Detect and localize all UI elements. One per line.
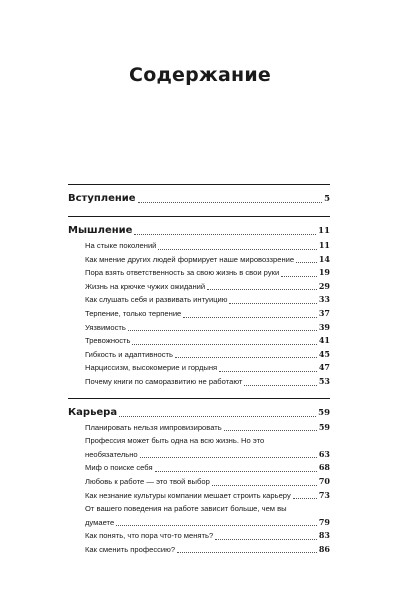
toc-item-page: 70: [318, 475, 330, 486]
dot-leader: [116, 525, 317, 526]
toc-item[interactable]: [68, 321, 330, 335]
toc-heading-page: 59: [318, 407, 330, 418]
toc-item[interactable]: [68, 543, 330, 557]
dot-leader: [224, 430, 317, 431]
toc-item-page: 39: [318, 321, 330, 332]
toc-item-title: Нарциссизм, высокомерие и гордыня: [85, 363, 218, 373]
toc-item-page: 53: [318, 375, 330, 386]
toc-item[interactable]: [68, 280, 330, 294]
toc-item-title: Уязвимость: [85, 322, 126, 332]
toc-item-title: Жизнь на крючке чужих ожиданий: [85, 281, 206, 291]
toc-item-title: Как незнание культуры компании мешает строить карьеру: [85, 490, 291, 500]
toc-item-title-cont: думаете: [85, 517, 115, 527]
toc-heading-page: 5: [324, 194, 330, 204]
toc-item[interactable]: [68, 293, 330, 307]
toc-item-line[interactable]: [68, 434, 330, 448]
toc-item-page: 19: [318, 267, 330, 278]
toc-section-career: [68, 398, 330, 557]
toc-heading-title: Мышление: [68, 225, 133, 236]
toc-heading-title: Карьера: [68, 406, 118, 418]
toc-item-title: Терпение, только терпение: [85, 308, 182, 318]
dot-leader: [175, 357, 317, 358]
dot-leader: [244, 385, 317, 386]
dot-leader: [134, 234, 316, 235]
toc-item-continuation[interactable]: [68, 516, 330, 530]
dot-leader: [177, 552, 317, 553]
toc-item-title: Любовь к работе — это твой выбор: [85, 476, 210, 486]
page-title: Содержание: [129, 64, 271, 86]
dot-leader: [296, 262, 317, 263]
toc-item[interactable]: [68, 489, 330, 503]
toc-item-title-cont: необязательно: [85, 449, 138, 459]
toc-item[interactable]: [68, 253, 330, 267]
toc-item-title: Как сменить профессию?: [85, 544, 176, 554]
toc-item[interactable]: [68, 334, 330, 348]
toc-item-page: 37: [318, 307, 330, 318]
toc-heading-title: Вступление: [68, 193, 136, 204]
dot-leader: [207, 289, 317, 290]
toc-item[interactable]: [68, 307, 330, 321]
toc-item[interactable]: [68, 529, 330, 543]
toc-item[interactable]: [68, 421, 330, 435]
toc-item-page: 33: [318, 294, 330, 305]
toc-item-title: Почему книги по саморазвитию не работают: [85, 376, 243, 386]
toc-item-title: Пора взять ответственность за свою жизнь в свои руки: [85, 268, 280, 278]
dot-leader: [183, 317, 317, 318]
toc-item[interactable]: [68, 475, 330, 489]
toc-heading[interactable]: [68, 191, 330, 207]
toc-item-page: 47: [318, 362, 330, 373]
dot-leader: [158, 249, 316, 250]
dot-leader: [140, 457, 317, 458]
toc-item[interactable]: [68, 239, 330, 253]
toc-item-page: 83: [318, 530, 330, 541]
toc-item-page: 11: [318, 240, 330, 250]
toc-item-page: 29: [318, 280, 330, 291]
dot-leader: [293, 498, 317, 499]
dot-leader: [138, 202, 323, 203]
toc-item-title: Как мнение других людей формирует наше мировоззрение: [85, 254, 295, 264]
toc-item[interactable]: [68, 348, 330, 362]
toc-item[interactable]: [68, 461, 330, 475]
toc-item[interactable]: [68, 266, 330, 280]
toc-item-page: 79: [318, 516, 330, 527]
toc-item-title: От вашего поведения на работе зависит больше, чем вы: [85, 504, 287, 514]
toc-item-title: Планировать нельзя импровизировать: [85, 422, 222, 432]
toc-item-page: 45: [318, 348, 330, 359]
toc-item-page: 41: [318, 335, 330, 346]
dot-leader: [155, 471, 317, 472]
toc-section-thinking: [68, 216, 330, 389]
toc-heading[interactable]: [68, 223, 330, 239]
table-of-contents: [68, 184, 330, 565]
dot-leader: [132, 344, 316, 345]
dot-leader: [219, 371, 317, 372]
toc-heading-page: 11: [318, 226, 330, 236]
toc-item-page: 59: [318, 421, 330, 432]
dot-leader: [119, 416, 316, 417]
toc-item-line[interactable]: [68, 502, 330, 516]
toc-item-title: Как понять, что пора что-то менять?: [85, 531, 214, 541]
toc-section-intro: [68, 184, 330, 207]
toc-heading[interactable]: [68, 405, 330, 421]
toc-item[interactable]: [68, 375, 330, 389]
toc-item[interactable]: [68, 361, 330, 375]
toc-item-title: Тревожность: [85, 336, 131, 346]
toc-item-continuation[interactable]: [68, 448, 330, 462]
toc-item-page: 68: [318, 462, 330, 473]
toc-item-page: 73: [318, 489, 330, 500]
toc-item-title: Миф о поиске себя: [85, 463, 153, 473]
dot-leader: [128, 330, 317, 331]
dot-leader: [212, 485, 317, 486]
toc-item-title: Гибкость и адаптивность: [85, 349, 173, 359]
toc-item-title: Как слушать себя и развивать интуицию: [85, 295, 228, 305]
toc-item-page: 63: [318, 448, 330, 459]
toc-item-title: Профессия может быть одна на всю жизнь. Но это: [85, 436, 265, 446]
dot-leader: [281, 276, 317, 277]
toc-item-title: На стыке поколений: [85, 241, 157, 250]
dot-leader: [229, 303, 316, 304]
toc-item-page: 14: [318, 253, 330, 264]
dot-leader: [215, 539, 317, 540]
toc-item-page: 86: [318, 543, 330, 554]
